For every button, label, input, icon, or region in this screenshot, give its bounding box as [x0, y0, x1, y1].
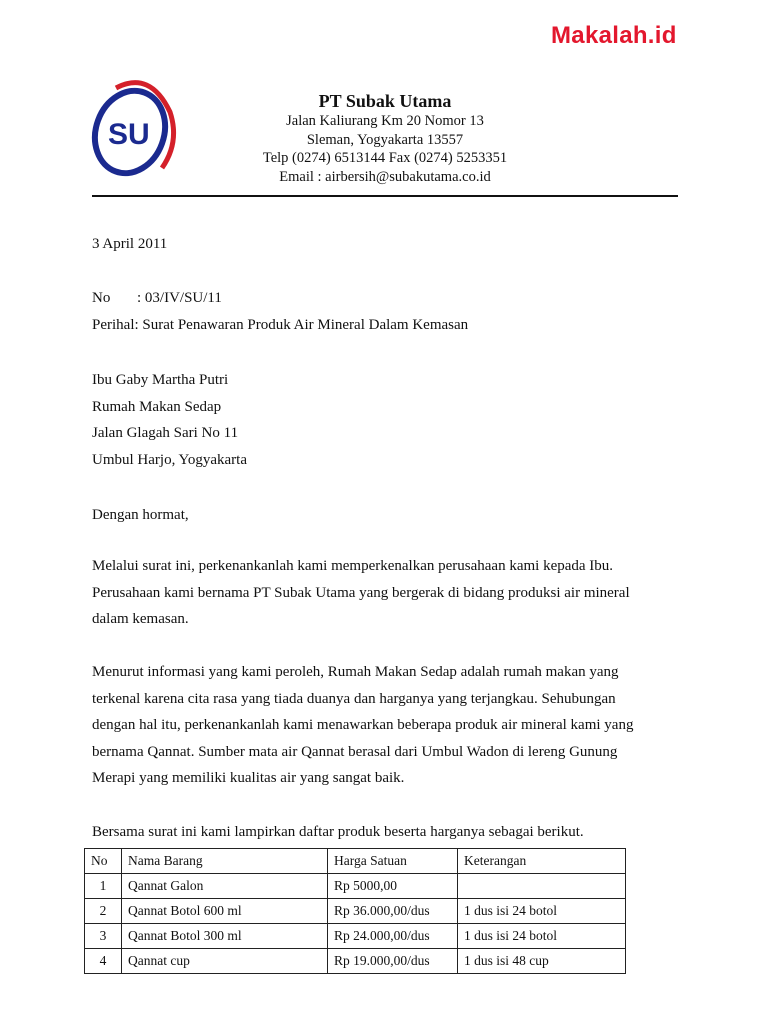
column-header-no: No [85, 849, 122, 874]
address-line-1: Jalan Kaliurang Km 20 Nomor 13 [286, 113, 484, 129]
no-label: No [92, 290, 111, 306]
cell-no: 3 [85, 924, 122, 949]
reference-number [92, 290, 222, 307]
cell-note: 1 dus isi 48 cup [458, 949, 626, 974]
paragraph-offer [92, 659, 672, 792]
paragraph-line: Perusahaan kami bernama PT Subak Utama yang bergerak di bidang produksi air mineral [92, 584, 630, 601]
recipient-city: Umbul Harjo, Yogyakarta [92, 451, 247, 468]
watermark-logo: Makalah.id [551, 22, 677, 49]
table-row [85, 949, 626, 974]
cell-price: Rp 5000,00 [328, 874, 458, 899]
paragraph-line: bernama Qannat. Sumber mata air Qannat berasal dari Umbul Wadon di lereng Gunung [92, 743, 618, 760]
paragraph-line: Menurut informasi yang kami peroleh, Rumah Makan Sedap adalah rumah makan yang [92, 664, 619, 680]
header-divider [92, 195, 678, 197]
recipient-block [92, 367, 672, 473]
recipient-name: Ibu Gaby Martha Putri [92, 372, 229, 388]
cell-price: Rp 24.000,00/dus [328, 924, 458, 949]
phone-line: Telp (0274) 6513144 Fax (0274) 5253351 [262, 150, 508, 166]
address-line-2: Sleman, Yogyakarta 13557 [306, 131, 464, 148]
table-row [85, 874, 626, 899]
table-row [85, 899, 626, 924]
paragraph-intro [92, 553, 672, 633]
no-value: : 03/IV/SU/11 [137, 290, 222, 306]
logo-text: SU [108, 118, 150, 151]
cell-no: 2 [85, 899, 122, 924]
cell-price: Rp 36.000,00/dus [328, 899, 458, 924]
table-header-row [85, 849, 626, 874]
paragraph-line: Melalui surat ini, perkenankanlah kami memperkenalkan perusahaan kami kepada Ibu. [92, 558, 614, 574]
cell-no: 1 [85, 874, 122, 899]
company-name: PT Subak Utama [318, 91, 452, 111]
cell-no: 4 [85, 949, 122, 974]
subject-label: Perihal [92, 317, 135, 333]
subject-line [92, 317, 468, 334]
salutation: Dengan hormat, [92, 507, 189, 523]
subject-value: : Surat Penawaran Produk Air Mineral Dalam Kemasan [134, 317, 469, 333]
company-logo [86, 72, 182, 182]
column-header-note: Keterangan [458, 849, 626, 874]
paragraph-line: Merapi yang memiliki kualitas air yang sangat baik. [92, 770, 405, 786]
cell-note [458, 874, 626, 899]
column-header-item: Nama Barang [122, 849, 328, 874]
letterhead [200, 90, 570, 186]
cell-item: Qannat Botol 600 ml [122, 899, 328, 924]
recipient-street: Jalan Glagah Sari No 11 [92, 425, 239, 441]
letter-date: 3 April 2011 [92, 236, 168, 252]
email-line: Email : airbersih@subakutama.co.id [279, 168, 491, 185]
cell-item: Qannat Galon [122, 874, 328, 899]
cell-note: 1 dus isi 24 botol [458, 924, 626, 949]
paragraph-line: dengan hal itu, perkenankanlah kami menawarkan beberapa produk air mineral kami yang [92, 717, 634, 733]
table-row [85, 924, 626, 949]
paragraph-line: terkenal karena cita rasa yang tiada duanya dan harganya yang terjangkau. Sehubungan [92, 690, 616, 707]
price-table [84, 848, 626, 974]
cell-item: Qannat cup [122, 949, 328, 974]
cell-item: Qannat Botol 300 ml [122, 924, 328, 949]
column-header-price: Harga Satuan [328, 849, 458, 874]
paragraph-line: dalam kemasan. [92, 611, 189, 627]
recipient-company: Rumah Makan Sedap [92, 398, 222, 415]
paragraph-attachment: Bersama surat ini kami lampirkan daftar produk beserta harganya sebagai berikut. [92, 824, 584, 840]
cell-note: 1 dus isi 24 botol [458, 899, 626, 924]
cell-price: Rp 19.000,00/dus [328, 949, 458, 974]
